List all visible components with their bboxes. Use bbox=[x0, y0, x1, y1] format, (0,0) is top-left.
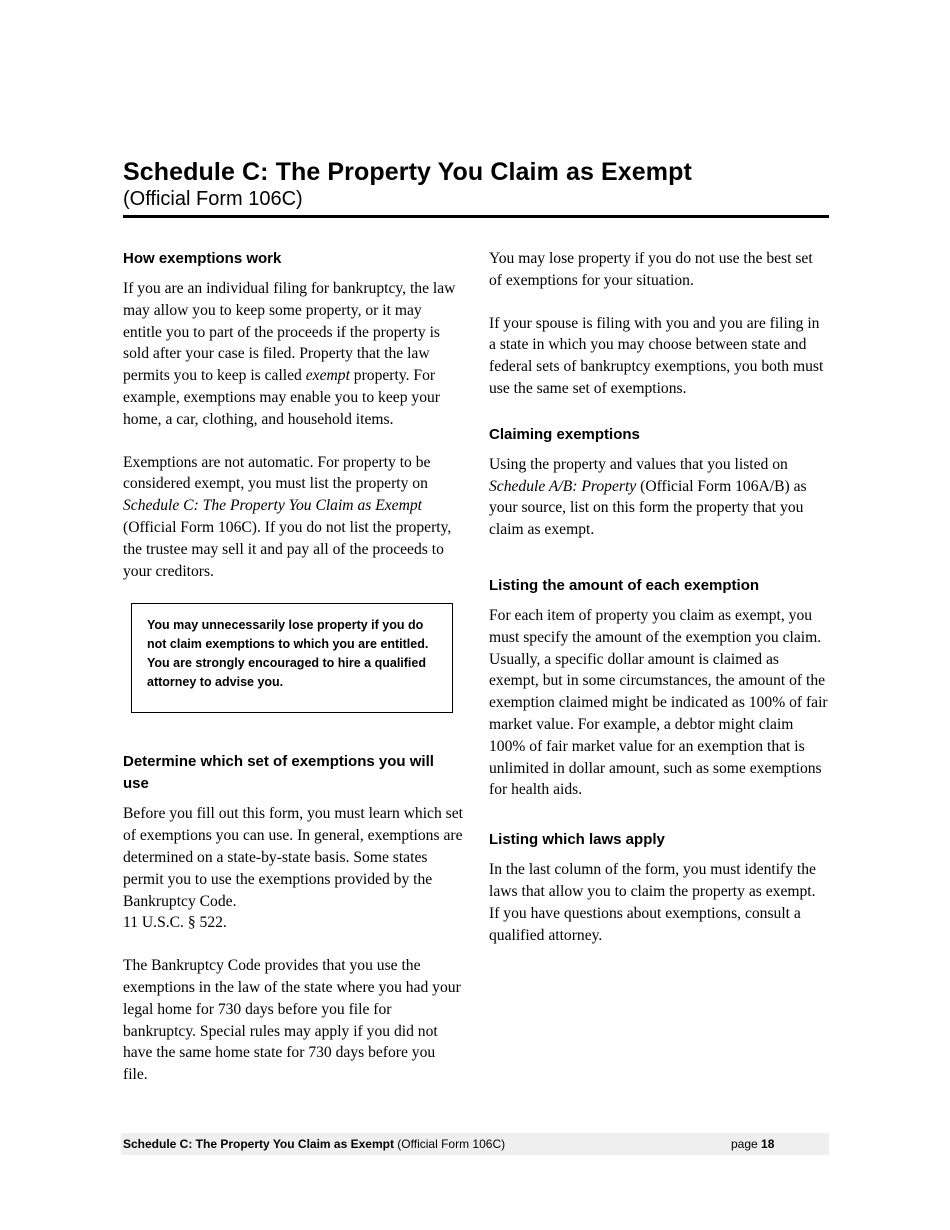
spouse-filing-paragraph: If your spouse is filing with you and you are filing in a state in which you may choose between state and federal sets of bankruptcy exemptions, you both must use the same set of exemptions. bbox=[489, 314, 824, 397]
how-exemptions-paragraph-2: Exemptions are not automatic. For property to be considered exempt, you must list the property on Schedule C: The Property You Claim as Exempt (Official Form 106C). If you do not list the property, the trustee may sell it and pay all of the proceeds to your creditors. bbox=[123, 453, 452, 580]
page-footer bbox=[121, 1133, 829, 1155]
how-exemptions-paragraph-1: If you are an individual filing for bankruptcy, the law may allow you to keep some property, or it may entitle you to part of the proceeds if the property is sold after your case is filed. Property that the law permits you to keep is called exempt property. For example, exemptions may enable you to keep your home, a car, clothing, and household items. bbox=[123, 280, 456, 428]
how-exemptions-heading: How exemptions work bbox=[123, 250, 282, 267]
claiming-exemptions-heading: Claiming exemptions bbox=[489, 425, 640, 443]
determine-exemptions-paragraph-2: The Bankruptcy Code provides that you use the exemptions in the law of the state where you had your legal home for 730 days before you file for bankruptcy. Special rules may apply if you did not have the same home state for 730 days before you file. bbox=[123, 957, 461, 1084]
laws-apply-heading: Listing which laws apply bbox=[489, 831, 665, 849]
lose-property-paragraph: You may lose property if you do not use the best set of exemptions for your situation. bbox=[489, 250, 813, 289]
footer-title: Schedule C: The Property You Claim as Exempt (Official Form 106C) bbox=[123, 1137, 506, 1151]
amount-exemption-paragraph: For each item of property you claim as exempt, you must specify the amount of the exemption you claim. Usually, a specific dollar amount is claimed as exempt, but in some circumstances, the amount of the exemption claimed might be indicated as 100% of fair market value. For example, a debtor might claim 100% of fair market value for an exemption that is unlimited in dollar amount, such as some exemptions for health aids. bbox=[489, 606, 828, 799]
page-title: Schedule C: The Property You Claim as Exempt bbox=[123, 158, 692, 186]
determine-exemptions-paragraph-1: Before you fill out this form, you must learn which set of exemptions you can use. In general, exemptions are determined on a state-by-state basis. Some states permit you to use the exemptions provided by the Bankruptcy Code. 11 U.S.C. § 522. bbox=[123, 805, 463, 932]
right-column bbox=[489, 248, 829, 967]
claiming-exemptions-paragraph: Using the property and values that you listed on Schedule A/B: Property (Official Form 106A/B) as your source, list on this form the property that you claim as exempt. bbox=[489, 455, 807, 539]
attorney-notice-box: You may unnecessarily lose property if you do not claim exemptions to which you are entitled. You are strongly encouraged to hire a qualified attorney to advise you. bbox=[131, 603, 453, 713]
amount-exemption-heading: Listing the amount of each exemption bbox=[489, 576, 760, 594]
page-subtitle: (Official Form 106C) bbox=[123, 188, 303, 210]
determine-exemptions-heading: Determine which set of exemptions you will use bbox=[123, 753, 434, 793]
page-header bbox=[123, 157, 829, 211]
laws-apply-paragraph: In the last column of the form, you must identify the laws that allow you to claim the property as exempt. If you have questions about exemptions, consult a qualified attorney. bbox=[489, 861, 816, 944]
left-column bbox=[123, 248, 463, 1107]
footer-page-number: page 18 bbox=[731, 1137, 775, 1151]
header-rule bbox=[123, 215, 829, 218]
